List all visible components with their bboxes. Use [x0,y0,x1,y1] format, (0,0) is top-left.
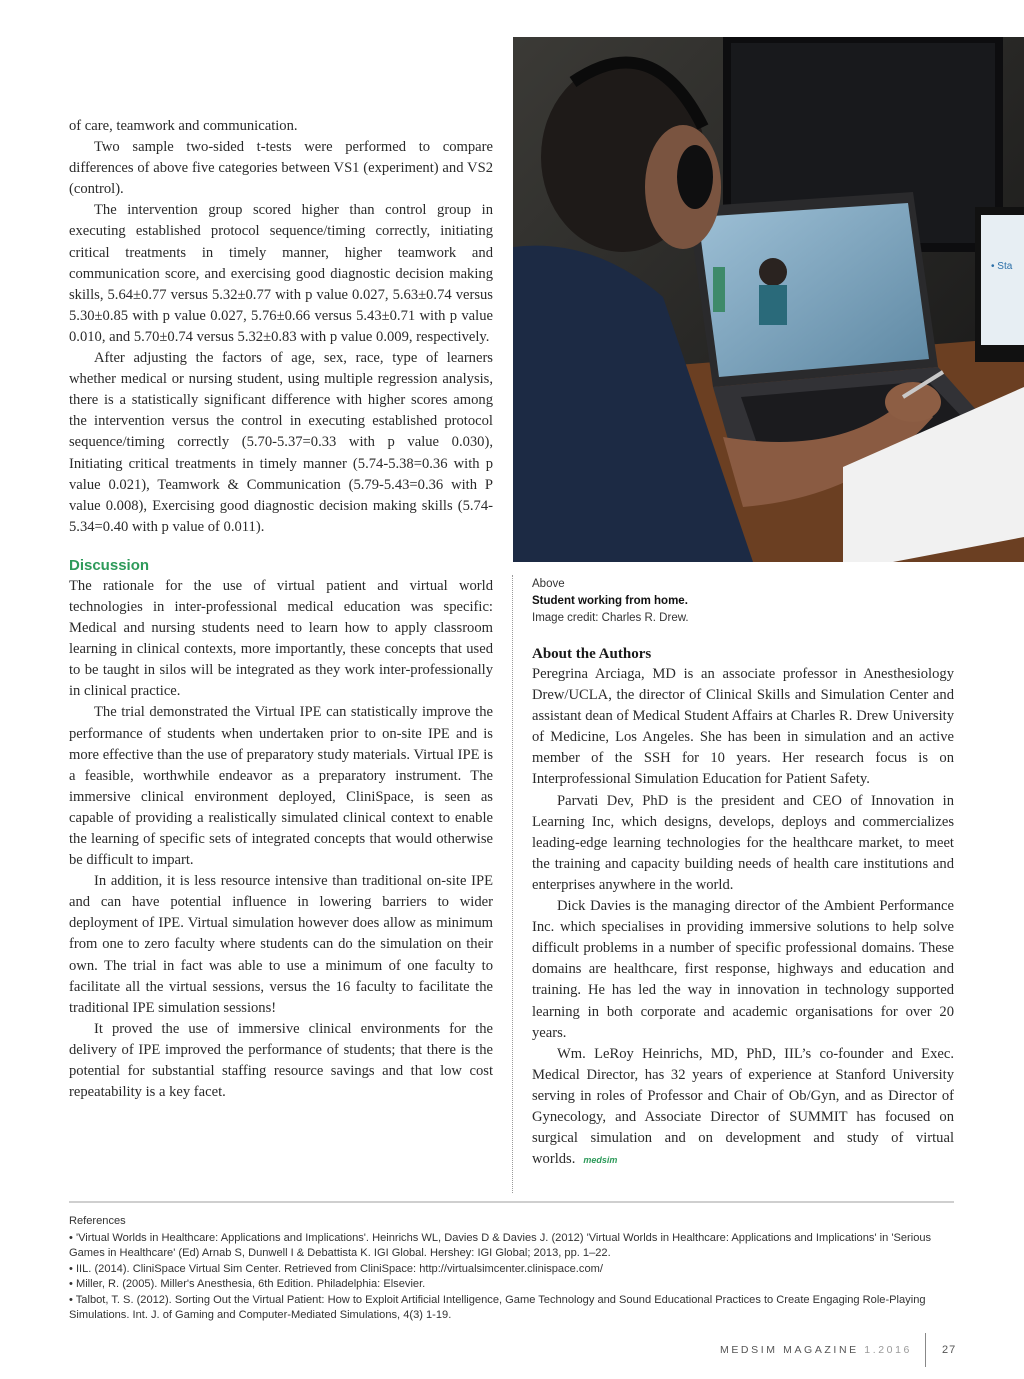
reference-item: • 'Virtual Worlds in Healthcare: Applications and Implications'. Heinrichs WL, Davies D & Davies J. (2012) 'Virtual Worlds in Healthcare: Applications and Implications' in 'Serious Games in Healthcare' (Ed) Arnab S, Dunwell I & Debattista K. IGI Global. Hershey: IGI Global; 2013, pp. 1–22. [69,1231,932,1259]
body-paragraph: of care, teamwork and communication. [69,118,298,134]
author-paragraph: Parvati Dev, PhD is the president and CEO of Innovation in Learning Inc, which designs, develops, deploys and commercializes leading-edge learning technologies for the healthcare market, to meet the training and capacity building needs of health care institutions and enterprises anywhere in the world. [532,792,954,893]
page-number: 27 [942,1344,957,1356]
body-paragraph: The rationale for the use of virtual patient and virtual world technologies in inter-professional medical education was specific: Medical and nursing students need to learn how to apply classroom learning in clinical contexts, more importantly, these concepts that used to be taught in silos will be integrated as they work inter-professionally in clinical practice. [69,577,493,700]
reference-item: • Miller, R. (2005). Miller's Anesthesia, 6th Edition. Philadelphia: Elsevier. [69,1278,426,1290]
body-paragraph: The trial demonstrated the Virtual IPE can statistically improve the performance of students when undertaken prior to on-site IPE and is more effective than the use of preparatory study materials. Virtual IPE is a feasible, worthwhile endeavor as a preparatory instrument. The immersive clinical environment deployed, CliniSpace, is seen as capable of providing a realistically simulated clinical context to enable the learning of specific sets of integrated concepts that would otherwise be difficult to impart. [69,704,493,869]
medsim-end-logo: medsim [583,1155,618,1166]
references-rule [69,1201,954,1203]
magazine-title: MEDSIM MAGAZINE [719,1344,859,1356]
body-paragraph: It proved the use of immersive clinical environments for the delivery of IPE improved the performance of students; that there is the potential for substantial staffing resource savings and that low cost repeatability is a key facet. [69,1020,493,1101]
reference-item: • Talbot, T. S. (2012). Sorting Out the Virtual Patient: How to Exploit Artificial Intelligence, Game Technology and Sound Educational Practices to Create Engaging Role-Playing Simulations. Int. J. of Gaming and Computer-Mediated Simulations, 4(3) 1-19. [69,1293,926,1321]
column-divider [512,575,513,1193]
author-paragraph: Dick Davies is the managing director of the Ambient Performance Inc. which specialises in providing immersive solutions to help solve difficult problems in a number of specific professional domains. These domains are healthcare, first response, highways and education and training. He has led the way in innovation in technology supported learning in both corporate and academic organisations for over 20 years. [532,898,954,1041]
body-paragraph: Two sample two-sided t-tests were performed to compare differences of above five categories between VS1 (experiment) and VS2 (control). [69,139,493,198]
caption-credit: Image credit: Charles R. Drew. [532,612,689,624]
body-paragraph: In addition, it is less resource intensive than traditional on-site IPE and can have potential influence in lowering barriers to wider deployment of IPE. Virtual simulation however does allow as minimum from one to zero faculty where students can do the simulation on their own. The trial in fact was able to use a minimum of one faculty to facilitate all the virtual sessions, versus the 16 faculty to facilitate the traditional IPE simulation sessions! [69,873,493,1016]
references-title: References [69,1215,126,1227]
body-paragraph: After adjusting the factors of age, sex, race, type of learners whether medical or nursing student, using multiple regression analysis, there is a statistically significant difference with higher scores among the intervention versus the control in executing established protocol sequence/timing correctly (5.70-5.37=0.33 with p value 0.030), Initiating critical treatments in timely manner (5.74-5.38=0.36 with p value 0.021), Teamwork & Communication (5.79-5.43=0.36 with P value 0.008), Exercising good diagnostic decision making skills (5.74-5.34=0.40 with p value of 0.011). [69,350,493,535]
body-paragraph: The intervention group scored higher than control group in executing established protocol sequence/timing correctly, initiating critical treatments in timely manner, higher teamwork and communication score, and exercising good diagnostic decision making skills, 5.64±0.77 versus 5.32±0.77 with p value 0.027, 5.63±0.74 versus 5.30±0.85 with p value 0.027, 5.76±0.66 versus 5.43±0.71 with p value 0.010, and 5.70±0.74 versus 5.32±0.83 with p value 0.009, respectively. [69,202,493,345]
reference-item: • IIL. (2014). CliniSpace Virtual Sim Center. Retrieved from CliniSpace: http://virtualsimcenter.clinispace.com/ [69,1262,603,1275]
issue-number: 1.2016 [864,1344,912,1356]
footer-divider [925,1333,926,1367]
discussion-heading: Discussion [69,556,150,574]
about-authors-heading: About the Authors [532,646,652,662]
student-photo [513,37,1024,562]
author-paragraph [532,1044,954,1172]
caption-title: Student working from home. [532,595,688,607]
page-footer [0,1315,1024,1365]
author-paragraph-text: Wm. LeRoy Heinrichs, MD, PhD, IIL’s co-founder and Exec. Medical Director, has 32 years of experience at Stanford University serving in roles of Professor and Chair of Ob/Gyn, and as Director of Gynecology, and Associate Director of SUMMIT has focused on surgical simulation and on development and study of virtual worlds. [532,1045,954,1168]
references [69,1214,959,1324]
magazine-name [720,1344,912,1356]
right-monitor-text: • Sta [991,261,1013,272]
left-column [69,116,493,1103]
student-at-laptop-illustration [513,37,1024,562]
photo-caption [532,576,832,627]
right-column [532,646,954,1171]
author-paragraph: Peregrina Arciaga, MD is an associate professor in Anesthesiology Drew/UCLA, the director of Clinical Skills and Simulation Center and assistant dean of Medical Student Affairs at Charles R. Drew University of Medicine, Los Angeles. She has been in simulation and an active member of the SSH for 10 years. Her research focus is on Interprofessional Simulation Education for Patient Safety. [532,666,954,788]
caption-label: Above [532,578,565,590]
